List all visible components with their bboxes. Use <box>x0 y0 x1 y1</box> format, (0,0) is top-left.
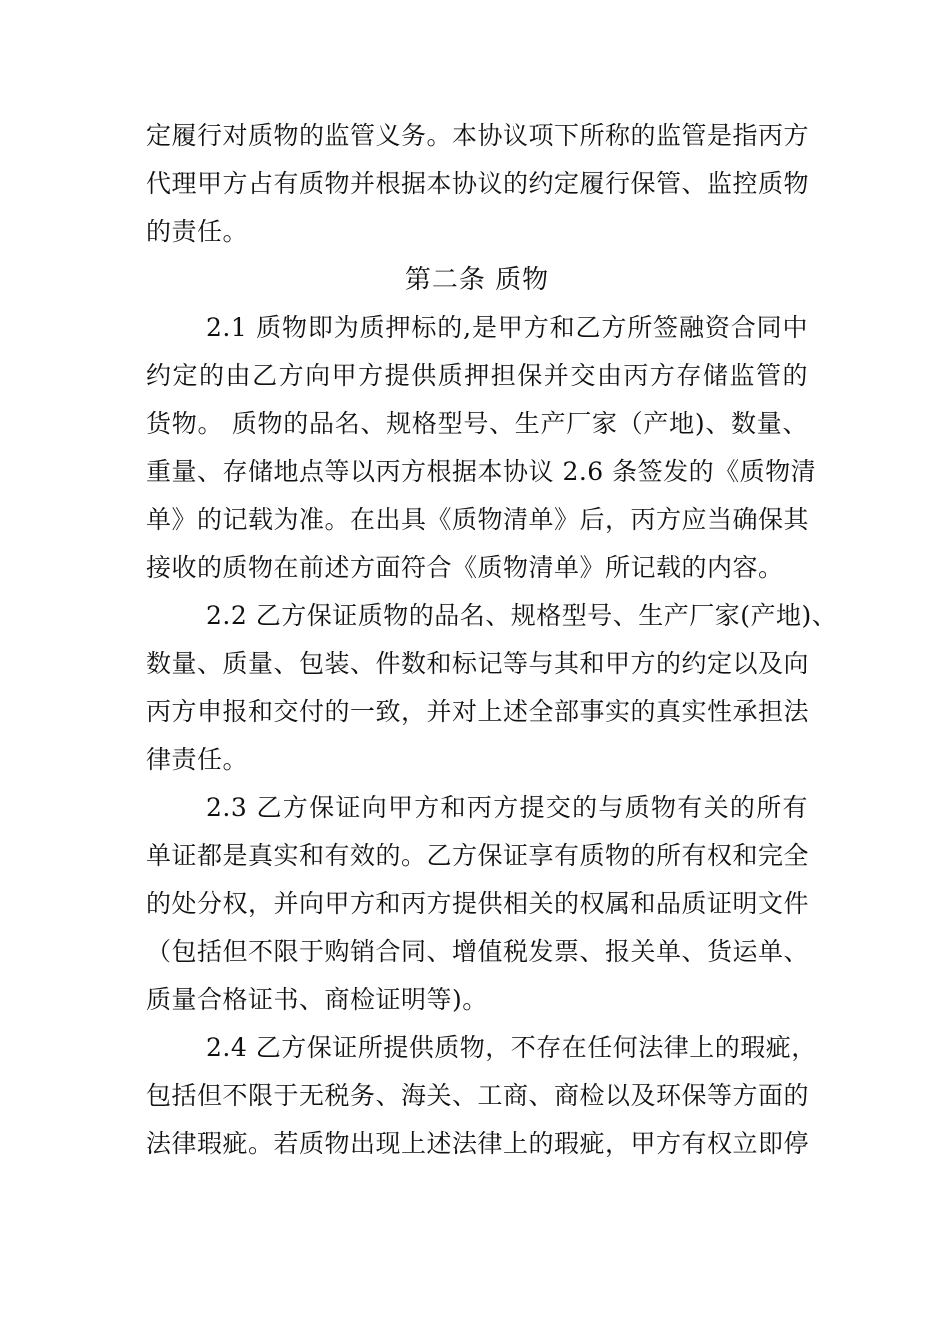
text-line: 2.4 乙方保证所提供质物，不存在任何法律上的瑕疵， <box>206 1033 817 1062</box>
text-line: 律责任。 <box>146 745 249 774</box>
text-line: 2.3 乙方保证向甲方和丙方提交的与质物有关的所有 <box>206 793 808 822</box>
text-line: 定履行对质物的监管义务。本协议项下所称的监管是指丙方 <box>146 121 810 150</box>
text-line: 包括但不限于无税务、海关、工商、商检以及环保等方面的 <box>146 1081 810 1110</box>
document-page <box>146 112 838 1168</box>
text-line: 单证都是真实和有效的。乙方保证享有质物的所有权和完全 <box>146 841 810 870</box>
clause-2-1 <box>146 304 817 592</box>
text-line: 约定的由乙方向甲方提供质押担保并交由丙方存储监管的 <box>146 361 808 390</box>
section-title: 第二条 质物 <box>404 265 550 295</box>
text-line: 质量合格证书、商检证明等)。 <box>146 985 488 1014</box>
text-line: 货物。 质物的品名、规格型号、生产厂家（产地)、数量、 <box>146 409 808 438</box>
text-line: 的责任。 <box>146 217 249 246</box>
clause-2-2 <box>146 592 838 784</box>
text-line: 2.1 质物即为质押标的,是甲方和乙方所签融资合同中 <box>206 313 808 342</box>
text-line: 的处分权，并向甲方和丙方提供相关的权属和品质证明文件 <box>146 889 810 918</box>
text-line: 丙方申报和交付的一致，并对上述全部事实的真实性承担法 <box>146 697 810 726</box>
text-line: 2.2 乙方保证质物的品名、规格型号、生产厂家(产地)、 <box>206 601 838 630</box>
text-line: 法律瑕疵。若质物出现上述法律上的瑕疵，甲方有权立即停 <box>146 1129 810 1158</box>
intro-paragraph <box>146 112 808 256</box>
text-line: 代理甲方占有质物并根据本协议的约定履行保管、监控质物 <box>146 169 810 198</box>
text-line: 重量、存储地点等以丙方根据本协议 2.6 条签发的《质物清 <box>146 457 817 486</box>
text-line: （包括但不限于购销合同、增值税发票、报关单、货运单、 <box>146 937 810 966</box>
text-line: 接收的质物在前述方面符合《质物清单》所记载的内容。 <box>146 553 784 582</box>
text-line: 单》的记载为准。在出具《质物清单》后，丙方应当确保其 <box>146 505 810 534</box>
text-line: 数量、质量、包装、件数和标记等与其和甲方的约定以及向 <box>146 649 810 678</box>
clause-2-3 <box>146 784 808 1024</box>
clause-2-4 <box>146 1024 817 1168</box>
